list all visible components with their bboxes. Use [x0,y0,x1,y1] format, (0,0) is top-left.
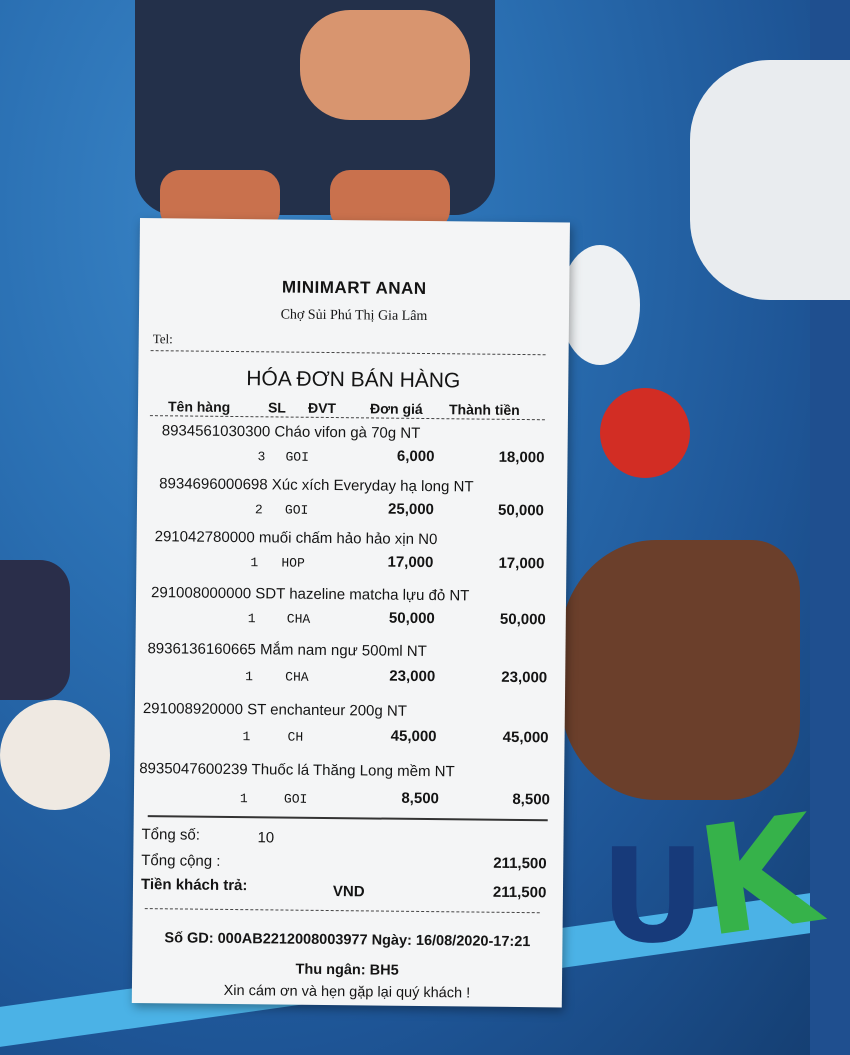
item-amount: 23,000 [501,668,548,687]
item-amount: 18,000 [498,448,545,467]
store-name: MINIMART ANAN [281,277,427,299]
item-unit: CHA [286,611,311,627]
item-price: 50,000 [388,609,435,628]
background-cartoon-mascot [690,60,850,300]
background-letter-k: K [688,782,828,972]
item-name: 8935047600239 Thuốc lá Thăng Long mềm NT [139,760,455,781]
background-left-arm [0,700,110,810]
item-price: 6,000 [396,447,435,466]
background-white-shape [560,245,640,365]
item-unit: GOI [283,791,308,807]
paid-value: 211,500 [492,883,547,902]
item-name: 8934696000698 Xúc xích Everyday hạ long NT [159,475,474,496]
item-amount: 50,000 [497,501,545,520]
item-qty: 1 [242,729,251,745]
background-left-character [0,560,70,700]
item-name: 8934561030300 Cháo vifon gà 70g NT [161,422,421,442]
header-unit: ĐVT [307,399,337,417]
item-amount: 50,000 [499,610,546,629]
item-price: 45,000 [390,727,437,746]
transaction-info: Số GD: 000AB2212008003977 Ngày: 16/08/2020-17:21 [164,930,531,951]
divider [151,350,546,355]
item-name: 291008000000 SDT hazeline matcha lựu đỏ NT [150,584,470,605]
item-amount: 17,000 [498,554,545,573]
item-name: 8936136160665 Mắm nam ngư 500ml NT [147,640,427,661]
item-qty: 1 [245,669,254,685]
total-qty-label: Tổng số: [141,826,201,844]
item-unit: GOI [284,502,309,518]
total-qty-value: 10 [257,829,275,847]
item-qty: 1 [247,611,256,627]
item-amount: 45,000 [502,728,549,747]
divider [145,908,540,913]
header-qty: SL [267,399,286,416]
item-price: 23,000 [389,667,436,686]
item-qty: 1 [250,555,259,571]
item-qty: 2 [254,502,263,518]
item-unit: HOP [281,555,305,571]
item-amount: 8,500 [512,790,551,809]
total-label: Tổng cộng : [141,852,221,870]
store-tel: Tel: [152,331,173,347]
item-unit: CHA [285,669,309,685]
receipt [132,218,570,1007]
divider [148,815,548,821]
header-amount: Thành tiền [448,401,520,418]
cashier: Thu ngân: BH5 [295,961,399,979]
item-price: 25,000 [387,500,435,519]
background-cartoon-hand [300,10,470,120]
header-price: Đơn giá [369,400,423,417]
background-letter-u: U [600,820,706,972]
currency: VND [332,883,365,901]
item-price: 17,000 [387,553,434,572]
background-red-ball [600,388,690,478]
item-unit: CH [287,729,304,745]
item-name: 291008920000 ST enchanteur 200g NT [142,700,408,720]
item-qty: 1 [239,791,248,807]
store-address: Chợ Sủi Phú Thị Gia Lâm [280,307,428,325]
item-qty: 3 [257,449,266,465]
item-name: 291042780000 muối chấm hảo hảo xịn N0 [154,528,438,549]
header-name: Tên hàng [167,398,231,415]
item-price: 8,500 [401,789,440,808]
invoice-title: HÓA ĐƠN BÁN HÀNG [246,367,461,393]
thank-you-message: Xin cám ơn và hẹn gặp lại quý khách ! [223,982,471,1002]
item-unit: GOI [285,449,309,465]
paid-label: Tiền khách trả: [140,876,248,895]
total-value: 211,500 [493,854,547,873]
background-brown-shape [560,540,800,800]
